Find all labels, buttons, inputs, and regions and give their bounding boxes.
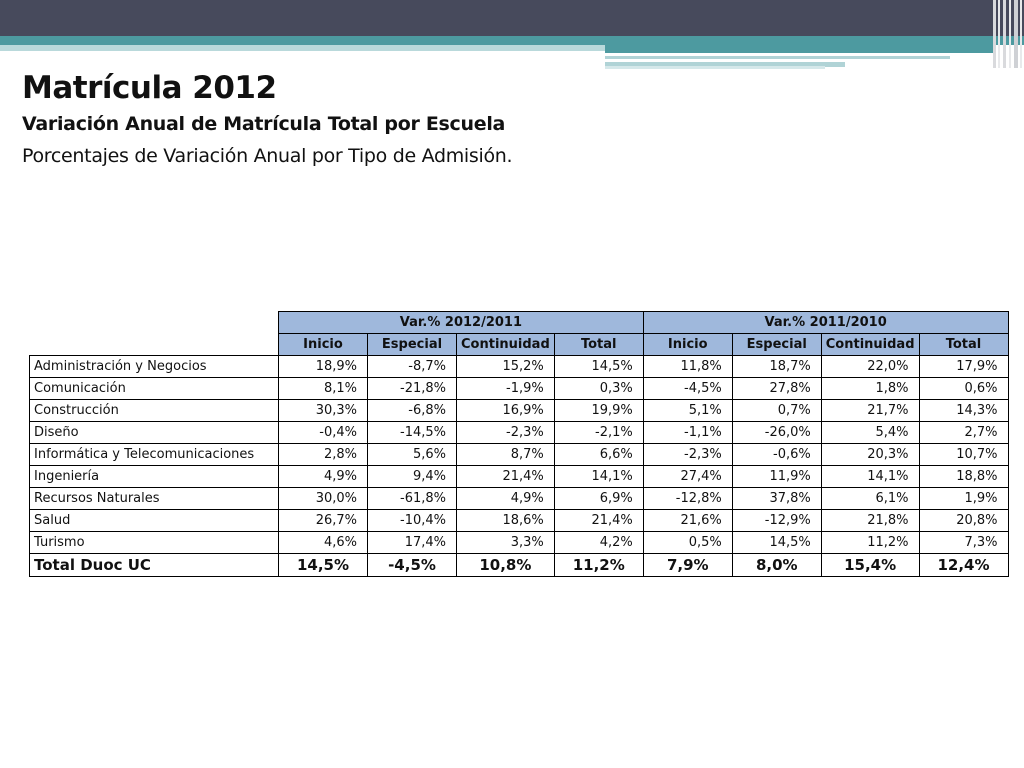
column-header: Inicio: [643, 334, 732, 356]
column-header: Especial: [368, 334, 457, 356]
table-row: [30, 356, 1009, 378]
value-cell: 14,5%: [732, 532, 821, 554]
column-header: Inicio: [279, 334, 368, 356]
value-cell: 4,2%: [554, 532, 643, 554]
value-cell: 15,2%: [457, 356, 555, 378]
value-cell: 19,9%: [554, 400, 643, 422]
value-cell: 11,9%: [732, 466, 821, 488]
value-cell: 6,6%: [554, 444, 643, 466]
column-header-row: [30, 334, 1009, 356]
value-cell: -0,4%: [279, 422, 368, 444]
total-label: Total Duoc UC: [30, 554, 279, 577]
school-name: Construcción: [30, 400, 279, 422]
corner-stripe: [1020, 0, 1022, 68]
table-row: [30, 444, 1009, 466]
total-row: [30, 554, 1009, 577]
value-cell: 30,0%: [279, 488, 368, 510]
table-row: [30, 400, 1009, 422]
value-cell: 21,8%: [821, 510, 919, 532]
value-cell: 6,1%: [821, 488, 919, 510]
value-cell: -10,4%: [368, 510, 457, 532]
table-row: [30, 532, 1009, 554]
table-row: [30, 488, 1009, 510]
blank-corner: [30, 334, 279, 356]
column-header: Total: [919, 334, 1008, 356]
group-header-row: [30, 312, 1009, 334]
table-row: [30, 466, 1009, 488]
value-cell: -2,3%: [457, 422, 555, 444]
value-cell: 27,4%: [643, 466, 732, 488]
corner-stripe: [998, 0, 1000, 68]
value-cell: 18,7%: [732, 356, 821, 378]
value-cell: 8,7%: [457, 444, 555, 466]
corner-stripe: [993, 0, 996, 68]
school-name: Recursos Naturales: [30, 488, 279, 510]
value-cell: 1,8%: [821, 378, 919, 400]
value-cell: -4,5%: [643, 378, 732, 400]
value-cell: 0,6%: [919, 378, 1008, 400]
value-cell: 22,0%: [821, 356, 919, 378]
total-cell: 14,5%: [279, 554, 368, 577]
value-cell: -12,8%: [643, 488, 732, 510]
top-band-dark: [0, 0, 1024, 36]
total-cell: 8,0%: [732, 554, 821, 577]
value-cell: -2,3%: [643, 444, 732, 466]
value-cell: -6,8%: [368, 400, 457, 422]
top-band-teal: [0, 36, 1024, 45]
value-cell: 6,9%: [554, 488, 643, 510]
total-cell: 15,4%: [821, 554, 919, 577]
total-cell: 11,2%: [554, 554, 643, 577]
column-header: Continuidad: [457, 334, 555, 356]
value-cell: 37,8%: [732, 488, 821, 510]
value-cell: 21,4%: [457, 466, 555, 488]
group-header: Var.% 2012/2011: [279, 312, 644, 334]
value-cell: 21,7%: [821, 400, 919, 422]
value-cell: -2,1%: [554, 422, 643, 444]
value-cell: 4,6%: [279, 532, 368, 554]
corner-stripe: [1014, 0, 1018, 68]
top-band-line: [605, 56, 950, 59]
value-cell: 0,7%: [732, 400, 821, 422]
school-name: Ingeniería: [30, 466, 279, 488]
school-name: Salud: [30, 510, 279, 532]
column-header: Continuidad: [821, 334, 919, 356]
value-cell: 2,7%: [919, 422, 1008, 444]
value-cell: 11,2%: [821, 532, 919, 554]
value-cell: 0,5%: [643, 532, 732, 554]
value-cell: 5,6%: [368, 444, 457, 466]
top-band-light: [0, 45, 605, 51]
column-header: Especial: [732, 334, 821, 356]
total-cell: 7,9%: [643, 554, 732, 577]
total-cell: 12,4%: [919, 554, 1008, 577]
value-cell: 18,6%: [457, 510, 555, 532]
value-cell: 1,9%: [919, 488, 1008, 510]
value-cell: 11,8%: [643, 356, 732, 378]
value-cell: 14,1%: [554, 466, 643, 488]
enrollment-variation-table: [29, 311, 1009, 577]
value-cell: 30,3%: [279, 400, 368, 422]
group-header: Var.% 2011/2010: [643, 312, 1008, 334]
slide-subtitle: Variación Anual de Matrícula Total por Escuela: [22, 113, 506, 135]
slide-description: Porcentajes de Variación Anual por Tipo de Admisión.: [22, 145, 513, 167]
value-cell: 0,3%: [554, 378, 643, 400]
value-cell: -1,9%: [457, 378, 555, 400]
value-cell: 8,1%: [279, 378, 368, 400]
value-cell: 18,8%: [919, 466, 1008, 488]
total-cell: -4,5%: [368, 554, 457, 577]
value-cell: 5,4%: [821, 422, 919, 444]
total-cell: 10,8%: [457, 554, 555, 577]
value-cell: 20,3%: [821, 444, 919, 466]
corner-stripe: [1003, 0, 1006, 68]
value-cell: -14,5%: [368, 422, 457, 444]
value-cell: 14,1%: [821, 466, 919, 488]
school-name: Turismo: [30, 532, 279, 554]
table-row: [30, 422, 1009, 444]
top-band-line: [605, 66, 825, 69]
value-cell: 10,7%: [919, 444, 1008, 466]
value-cell: 2,8%: [279, 444, 368, 466]
value-cell: 17,4%: [368, 532, 457, 554]
value-cell: 4,9%: [457, 488, 555, 510]
table-row: [30, 510, 1009, 532]
value-cell: 26,7%: [279, 510, 368, 532]
value-cell: -8,7%: [368, 356, 457, 378]
value-cell: -21,8%: [368, 378, 457, 400]
value-cell: -12,9%: [732, 510, 821, 532]
blank-corner: [30, 312, 279, 334]
value-cell: 20,8%: [919, 510, 1008, 532]
value-cell: 14,3%: [919, 400, 1008, 422]
table-body: [30, 356, 1009, 554]
value-cell: -1,1%: [643, 422, 732, 444]
value-cell: 27,8%: [732, 378, 821, 400]
school-name: Diseño: [30, 422, 279, 444]
value-cell: 5,1%: [643, 400, 732, 422]
school-name: Administración y Negocios: [30, 356, 279, 378]
value-cell: -61,8%: [368, 488, 457, 510]
table-row: [30, 378, 1009, 400]
value-cell: 3,3%: [457, 532, 555, 554]
top-band-step: [605, 45, 995, 53]
value-cell: 21,4%: [554, 510, 643, 532]
value-cell: 21,6%: [643, 510, 732, 532]
slide-title: Matrícula 2012: [22, 70, 277, 106]
value-cell: 7,3%: [919, 532, 1008, 554]
corner-stripe: [1009, 0, 1011, 68]
value-cell: -26,0%: [732, 422, 821, 444]
value-cell: 16,9%: [457, 400, 555, 422]
school-name: Informática y Telecomunicaciones: [30, 444, 279, 466]
column-header: Total: [554, 334, 643, 356]
value-cell: 18,9%: [279, 356, 368, 378]
value-cell: 4,9%: [279, 466, 368, 488]
value-cell: 9,4%: [368, 466, 457, 488]
school-name: Comunicación: [30, 378, 279, 400]
value-cell: 17,9%: [919, 356, 1008, 378]
value-cell: -0,6%: [732, 444, 821, 466]
value-cell: 14,5%: [554, 356, 643, 378]
